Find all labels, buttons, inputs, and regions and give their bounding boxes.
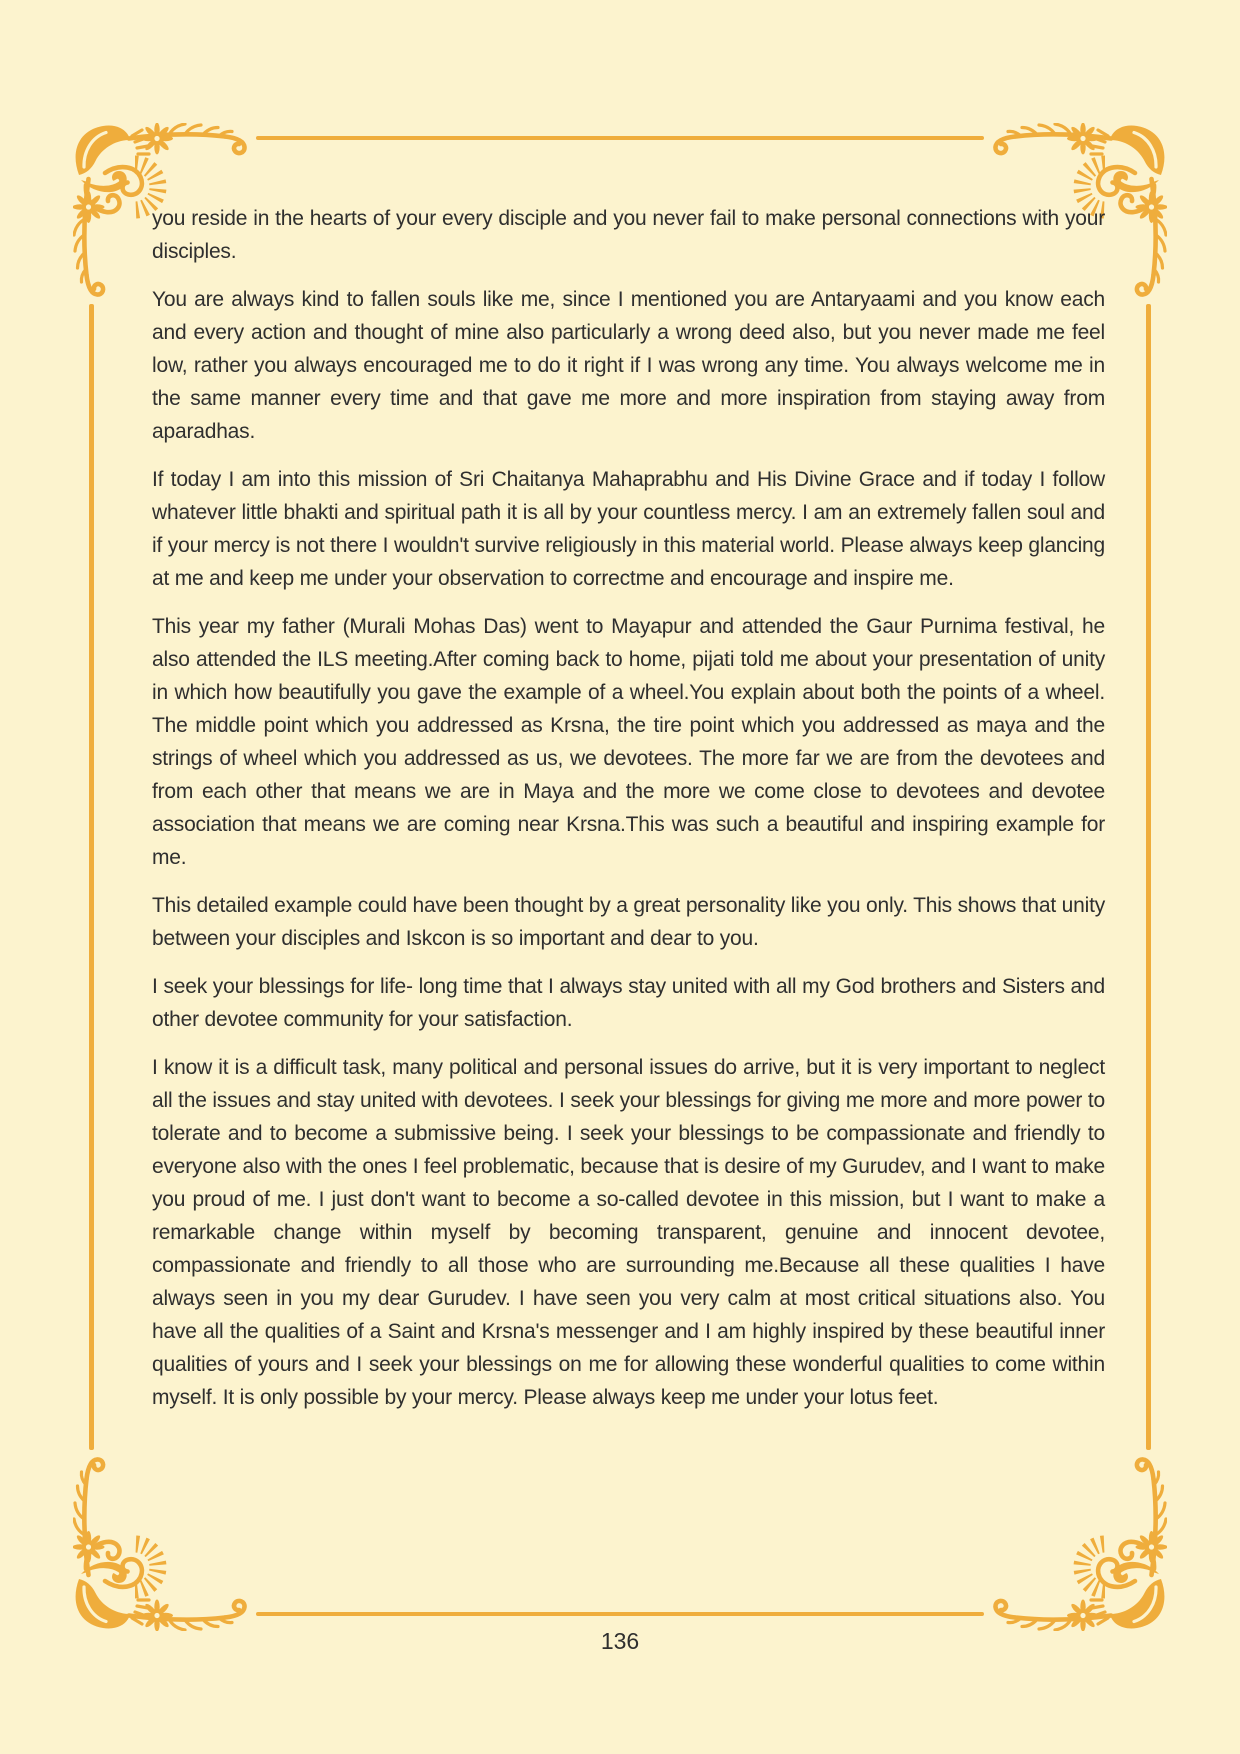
paragraph-7: I know it is a difficult task, many political and personal issues do arrive, but it is very important to neglect all the issues and stay united with devotees. I seek your blessings for giving me more and more power to tolerate and to become a submissive being. I seek your blessings to be compassionate and friendly to everyone also with the ones I feel problematic, because that is desire of my Gurudev, and I want to make you proud of me. I just don't want to become a so-called devotee in this mission, but I want to make a remarkable change within myself by becoming transparent, genuine and innocent devotee, compassionate and friendly to all those who are surrounding me.Because all these qualities I have always seen in you my dear Gurudev. I have seen you very calm at most critical situations also. You have all the qualities of a Saint and Krsna's messenger and I am highly inspired by these beautiful inner qualities of yours and I seek your blessings on me for allowing these wonderful qualities to come within myself. It is only possible by your mercy. Please always keep me under your lotus feet. (152, 1056, 1105, 1409)
paragraph-6: I seek your blessings for life- long time that I always stay united with all my God brothers and Sisters and other devotee community for your satisfaction. (152, 975, 1105, 1031)
paragraph-1: you reside in the hearts of your every disciple and you never fail to make personal connections with your disciples. (152, 207, 1105, 263)
border-line-right (1146, 304, 1151, 1450)
corner-ornament-bottom-right-icon (982, 1446, 1167, 1631)
paragraph-4: This year my father (Murali Mohas Das) went to Mayapur and attended the Gaur Purnima festival, he also attended the ILS meeting.After coming back to home, pijati told me about your presentation of unity in which how beautifully you gave the example of a wheel.You explain about both the points of a wheel. The middle point which you addressed as Krsna, the tire point which you addressed as maya and the strings of wheel which you addressed as us, we devotees. The more far we are from the devotees and from each other that means we are in Maya and the more we come close to devotees and devotee association that means we are coming near Krsna.This was such a beautiful and inspiring example for me. (152, 615, 1105, 869)
corner-ornament-bottom-left-icon (73, 1446, 258, 1631)
paragraph-3: If today I am into this mission of Sri Chaitanya Mahaprabhu and His Divine Grace and if today I follow whatever little bhakti and spiritual path it is all by your countless mercy. I am an extremely fallen soul and if your mercy is not there I wouldn't survive religiously in this material world. Please always keep glancing at me and keep me under your observation to correctme and encourage and inspire me. (152, 468, 1105, 590)
border-line-left (89, 304, 94, 1450)
paragraph-2: You are always kind to fallen souls like me, since I mentioned you are Antaryaami and you know each and every action and thought of mine also particularly a wrong deed also, but you never made me feel low, rather you always encouraged me to do it right if I was wrong any time. You always welcome me in the same manner every time and that gave me more and more inspiration from staying away from aparadhas. (152, 288, 1105, 443)
page-number: 136 (600, 1628, 640, 1654)
letter-body (152, 202, 1105, 1429)
border-line-bottom (256, 1612, 984, 1616)
paragraph-5: This detailed example could have been thought by a great personality like you only. This shows that unity between your disciples and Iskcon is so important and dear to you. (152, 894, 1105, 950)
border-line-top (256, 136, 984, 140)
